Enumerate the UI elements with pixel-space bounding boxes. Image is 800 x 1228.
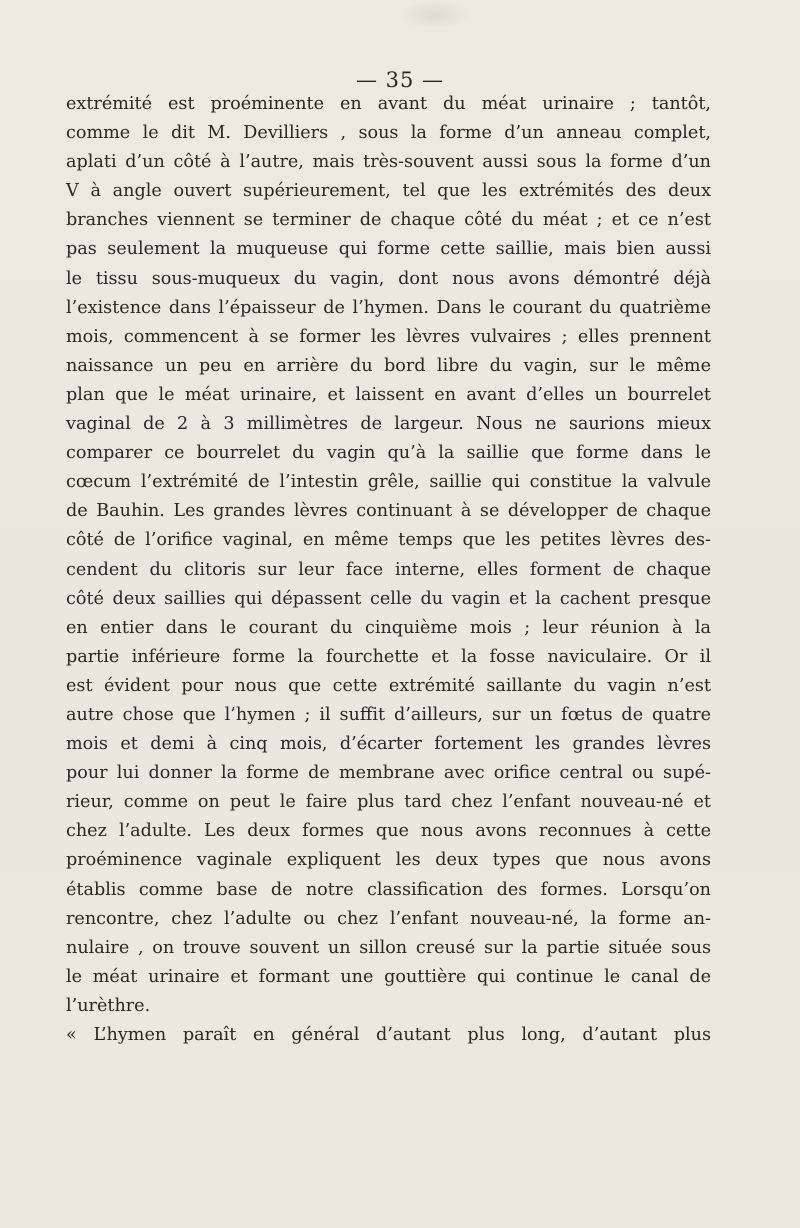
page-smudge — [400, 0, 470, 30]
text-line: l’existence dans l’épaisseur de l’hymen. Dans le courant du quatrième — [66, 297, 711, 318]
text-line: côté deux saillies qui dépassent celle du vagin et la cachent presque — [66, 588, 711, 609]
text-line: vaginal de 2 à 3 millimètres de largeur. Nous ne saurions mieux — [66, 414, 711, 435]
text-line: partie inférieure forme la fourchette et la fosse naviculaire. Or il — [66, 646, 711, 667]
text-line: nulaire , on trouve souvent un sillon creusé sur la partie située sous — [66, 937, 711, 958]
text-line: en entier dans le courant du cinquième mois ; leur réunion à la — [66, 617, 711, 638]
text-line: cendent du clitoris sur leur face interne, elles forment de chaque — [66, 559, 711, 580]
text-line: chez l’adulte. Les deux formes que nous avons reconnues à cette — [66, 821, 711, 842]
text-line: proéminence vaginale expliquent les deux types que nous avons — [66, 850, 711, 871]
text-line: naissance un peu en arrière du bord libre du vagin, sur le même — [66, 355, 711, 376]
text-line: mois, commencent à se former les lèvres vulvaires ; elles prennent — [66, 326, 711, 347]
text-line: pas seulement la muqueuse qui forme cette saillie, mais bien aussi — [66, 239, 711, 260]
text-line: aplati d’un côté à l’autre, mais très-souvent aussi sous la forme d’un — [66, 152, 711, 173]
text-line: extrémité est proéminente en avant du méat urinaire ; tantôt, — [66, 94, 711, 114]
text-line: rencontre, chez l’adulte ou chez l’enfant nouveau-né, la forme an- — [66, 908, 711, 929]
text-line: le méat urinaire et formant une gouttière qui continue le canal de — [66, 966, 711, 987]
text-line: pour lui donner la forme de membrane avec orifice central ou supé- — [66, 763, 711, 784]
text-line: est évident pour nous que cette extrémité saillante du vagin n’est — [66, 675, 711, 696]
body-text — [66, 90, 796, 1050]
text-line: le tissu sous-muqueux du vagin, dont nous avons démontré déjà — [66, 268, 711, 289]
text-line: mois et demi à cinq mois, d’écarter fortement les grandes lèvres — [66, 734, 711, 755]
text-line: rieur, comme on peut le faire plus tard chez l’enfant nouveau-né et — [66, 792, 711, 813]
text-line: V à angle ouvert supérieurement, tel que les extrémités des deux — [66, 181, 711, 202]
text-line: plan que le méat urinaire, et laissent en avant d’elles un bourrelet — [66, 384, 711, 405]
text-line: côté de l’orifice vaginal, en même temps que les petites lèvres des- — [66, 530, 711, 551]
text-line: l’urèthre. — [66, 995, 151, 1016]
text-line: « L’hymen paraît en général d’autant plus long, d’autant plus — [66, 1025, 711, 1045]
text-line: comme le dit M. Devilliers , sous la forme d’un anneau complet, — [66, 123, 711, 144]
page-number: — 35 — — [355, 68, 445, 92]
text-line: de Bauhin. Les grandes lèvres continuant à se développer de chaque — [66, 501, 711, 522]
text-line: cœcum l’extrémité de l’intestin grêle, saillie qui constitue la valvule — [66, 472, 711, 493]
text-line: autre chose que l’hymen ; il suffit d’ailleurs, sur un fœtus de quatre — [66, 704, 711, 725]
text-line: branches viennent se terminer de chaque côté du méat ; et ce n’est — [66, 210, 711, 231]
text-line: comparer ce bourrelet du vagin qu’à la saillie que forme dans le — [66, 443, 711, 464]
text-line: établis comme base de notre classification des formes. Lorsqu’on — [66, 879, 711, 900]
